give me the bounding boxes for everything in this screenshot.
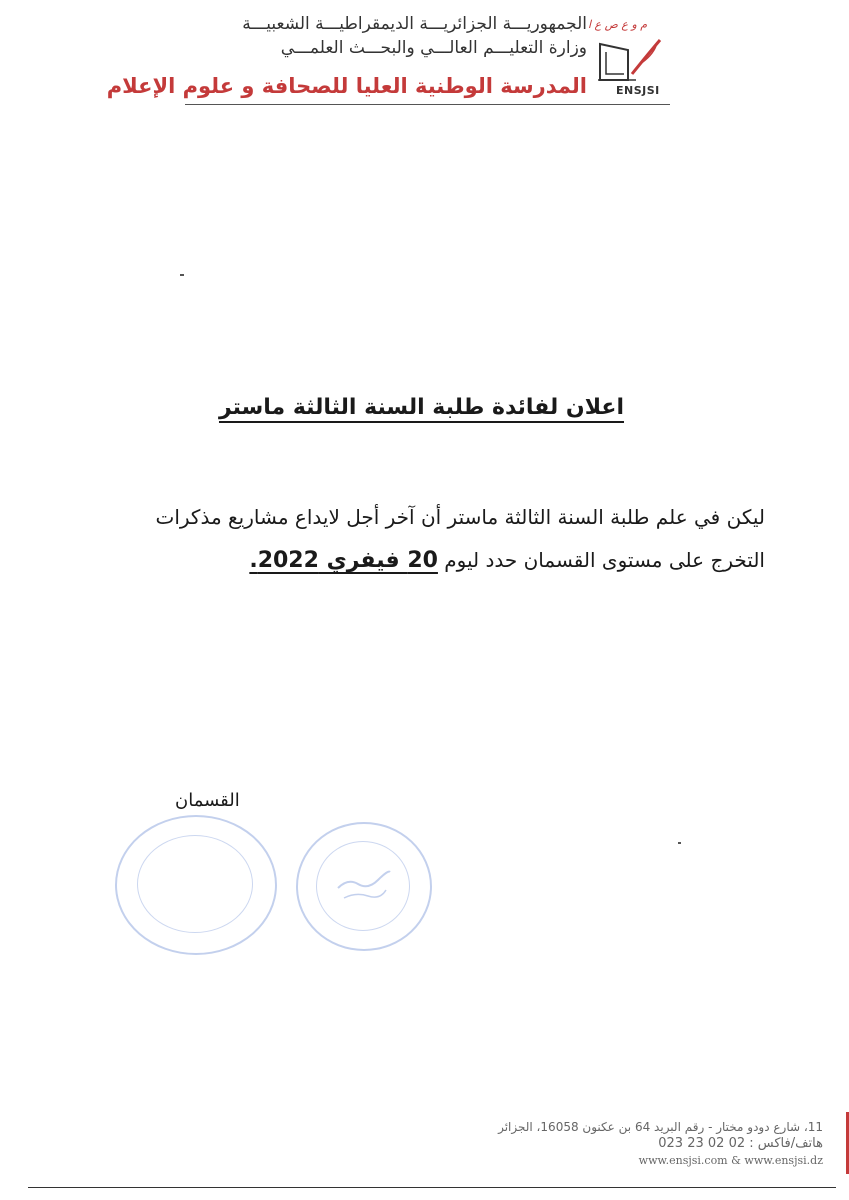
footer-websites: www.ensjsi.com & www.ensjsi.dz [638, 1154, 823, 1167]
logo-caption: م و ع ص ع ا [588, 18, 648, 31]
stamp-handwriting-icon [334, 858, 394, 908]
footer-address: 11، شارع دودو مختار - رقم البريد 64 بن عكنون 16058، الجزائر [498, 1120, 823, 1134]
header-ministry-line: وزارة التعليـــم العالـــي والبحـــث العلمـــي [280, 38, 587, 58]
header-school-name: المدرسة الوطنية العليا للصحافة و علوم الإعلام [106, 74, 587, 98]
signer-title: القسمان [175, 790, 240, 811]
official-stamp-right [296, 822, 432, 951]
stamp-inner-ring [137, 835, 253, 933]
body-line-1: ليكن في علم طلبة السنة الثالثة ماستر أن آخر أجل لايداع مشاريع مذكرات [155, 505, 765, 529]
book-quill-icon [596, 34, 666, 84]
school-logo [588, 12, 670, 96]
official-stamp-left [115, 815, 277, 955]
scan-speck [678, 842, 681, 844]
body-line-2 [249, 548, 765, 573]
scan-speck [180, 274, 184, 276]
body-line-2-text: التخرج على مستوى القسمان حدد ليوم [437, 548, 765, 572]
announcement-title: اعلان لفائدة طلبة السنة الثالثة ماستر [218, 395, 624, 420]
deadline-period: . [249, 548, 258, 573]
logo-wordmark: ENSJSI [616, 84, 660, 97]
page-bottom-rule [28, 1187, 836, 1188]
header-republic-line: الجمهوريـــة الجزائريـــة الديمقراطيـــة الشعبيـــة [242, 14, 587, 34]
header-divider [185, 104, 670, 105]
footer-phone-fax: هاتف/فاكس : 02 02 23 023 [658, 1136, 823, 1151]
deadline-date: 20 فيفري 2022 [257, 548, 438, 573]
